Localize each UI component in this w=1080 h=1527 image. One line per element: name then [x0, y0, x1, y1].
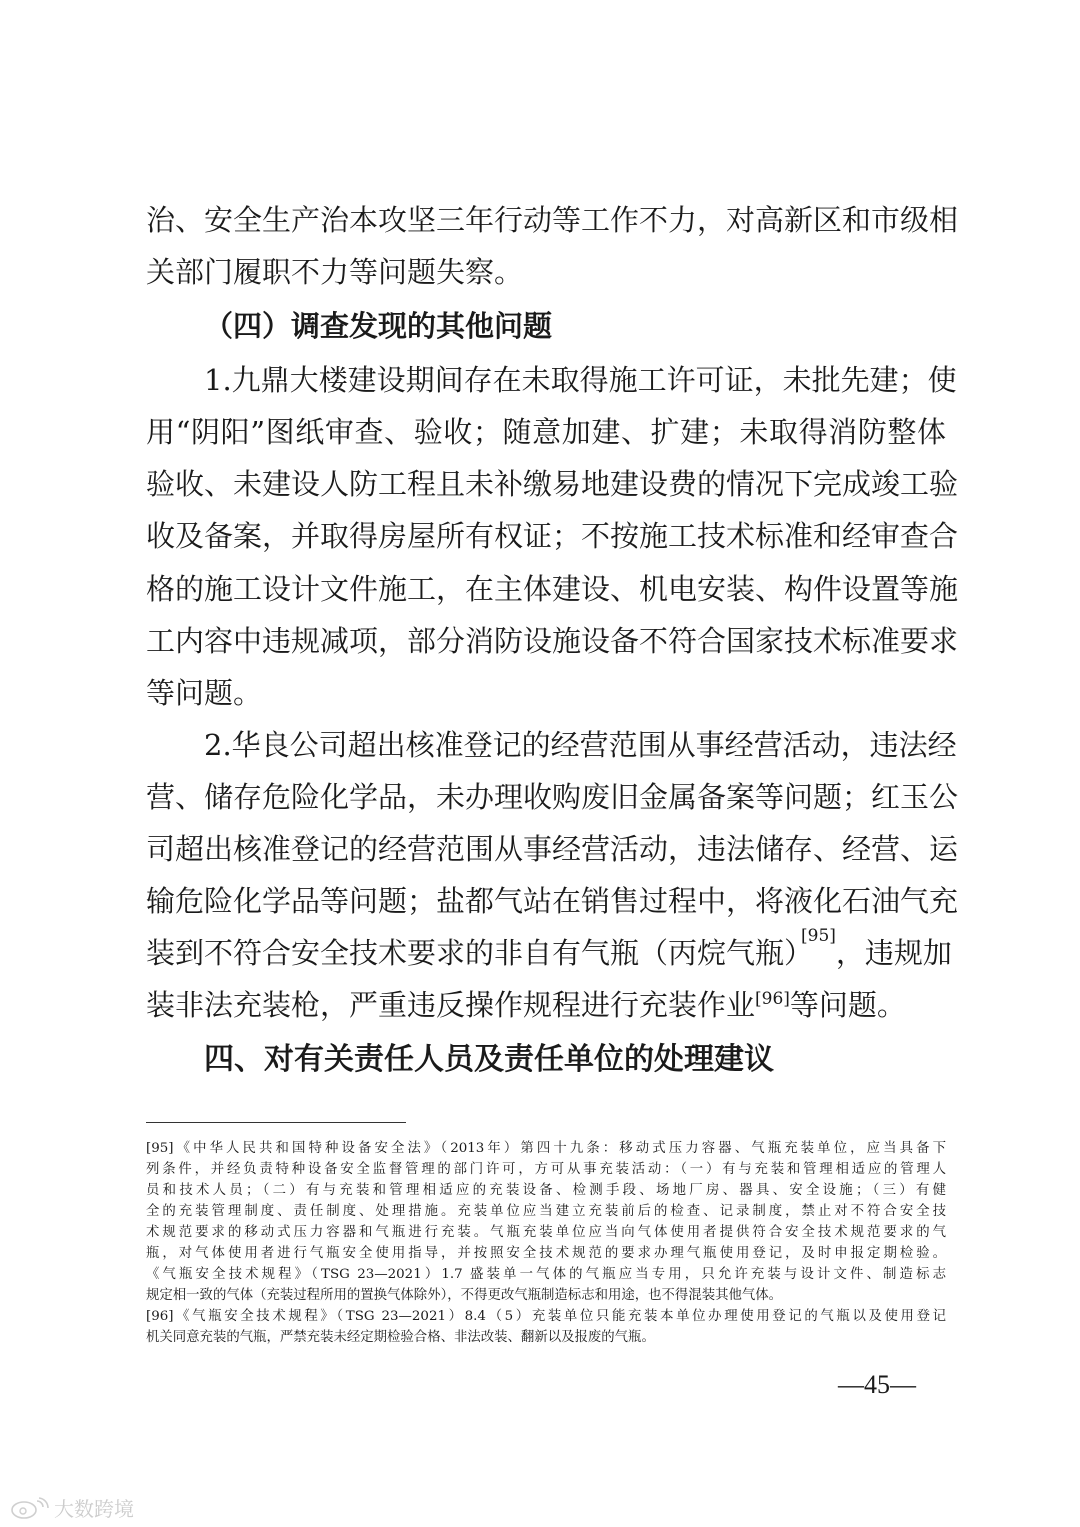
footnote-line: 员和技术人员；（二）有与充装和管理相适应的充装设备、检测手段、场地厂房、器具、安全设施；（三）有健	[146, 1183, 946, 1198]
footnote-ref: [96]	[755, 989, 790, 1009]
paragraph-line: 2.华良公司超出核准登记的经营范围从事经营活动，违法经	[204, 728, 957, 762]
footnote-divider	[146, 1122, 406, 1123]
paragraph-line	[146, 988, 946, 1022]
paragraph-line: 工内容中违规减项，部分消防设施设备不符合国家技术标准要求	[146, 624, 959, 658]
line-text: 装到不符合安全技术要求的非自有气瓶（丙烷气瓶）	[146, 936, 814, 970]
paragraph-line: 验收、未建设人防工程且未补缴易地建设费的情况下完成竣工验	[146, 467, 959, 501]
footnote-line: 术规范要求的移动式压力容器和气瓶进行充装。气瓶充装单位应当向气体使用者提供符合安全技术规范要求的气	[146, 1225, 946, 1240]
paragraph-line: 治、安全生产治本攻坚三年行动等工作不力，对高新区和市级相	[146, 203, 959, 237]
paragraph-line: 司超出核准登记的经营范围从事经营活动，违法储存、经营、运	[146, 832, 959, 866]
footnote-line: 列条件，并经负责特种设备安全监督管理的部门许可，方可从事充装活动：（一）有与充装和管理相适应的管理人	[146, 1162, 946, 1177]
watermark-text: 大数跨境	[54, 1497, 134, 1521]
paragraph-line: 输危险化学品等问题；盐都气站在销售过程中，将液化石油气充	[146, 884, 959, 918]
line-text: 装非法充装枪，严重违反操作规程进行充装作业	[146, 988, 756, 1022]
page-number: —45—	[838, 1370, 916, 1399]
footnote-line: [96]《气瓶安全技术规程》（TSG 23—2021）8.4（5）充装单位只能充装本单位办理使用登记的气瓶以及使用登记	[146, 1309, 946, 1324]
paragraph-line: 用“阴阳”图纸审查、验收；随意加建、扩建；未取得消防整体	[146, 415, 946, 449]
footnote-line: 《气瓶安全技术规程》（TSG 23—2021）1.7 盛装单一气体的气瓶应当专用，只允许充装与设计文件、制造标志	[146, 1267, 946, 1282]
weibo-logo-icon	[10, 1497, 50, 1519]
paragraph-line: 等问题。	[146, 676, 263, 710]
line-text: 等问题。	[789, 988, 906, 1022]
footnote-line: 机关同意充装的气瓶，严禁充装未经定期检验合格、非法改装、翻新以及报废的气瓶。	[146, 1330, 655, 1345]
footnote-line: 全的充装管理制度、责任制度、处理措施。充装单位应当建立充装前后的检查、记录制度，禁止对不符合安全技	[146, 1204, 946, 1219]
section-heading: 四、对有关责任人员及责任单位的处理建议	[204, 1042, 774, 1077]
footnote-line: 瓶，对气体使用者进行气瓶安全使用指导，并按照安全技术规范的要求办理气瓶使用登记，及时申报定期检验。	[146, 1246, 946, 1261]
sub-heading: （四）调查发现的其他问题	[204, 309, 553, 343]
paragraph-line: 收及备案，并取得房屋所有权证；不按施工技术标准和经审查合	[146, 519, 959, 553]
paragraph-line: 格的施工设计文件施工，在主体建设、机电安装、构件设置等施	[146, 572, 959, 606]
footnote-line: [95]《中华人民共和国特种设备安全法》（2013年）第四十九条：移动式压力容器、气瓶充装单位，应当具备下	[146, 1141, 946, 1156]
paragraph-line	[146, 926, 952, 970]
paragraph-line: 1.九鼎大楼建设期间存在未取得施工许可证，未批先建；使	[204, 363, 957, 397]
paragraph-line: 关部门履职不力等问题失察。	[146, 255, 524, 289]
paragraph-line: 营、储存危险化学品，未办理收购废旧金属备案等问题；红玉公	[146, 780, 959, 814]
footnote-line: 规定相一致的气体（充装过程所用的置换气体除外），不得更改气瓶制造标志和用途，也不得混装其他气体。	[146, 1288, 783, 1303]
footnote-ref: [95]	[801, 926, 836, 946]
line-text: ，违规加	[835, 936, 952, 970]
watermark	[10, 1493, 134, 1522]
